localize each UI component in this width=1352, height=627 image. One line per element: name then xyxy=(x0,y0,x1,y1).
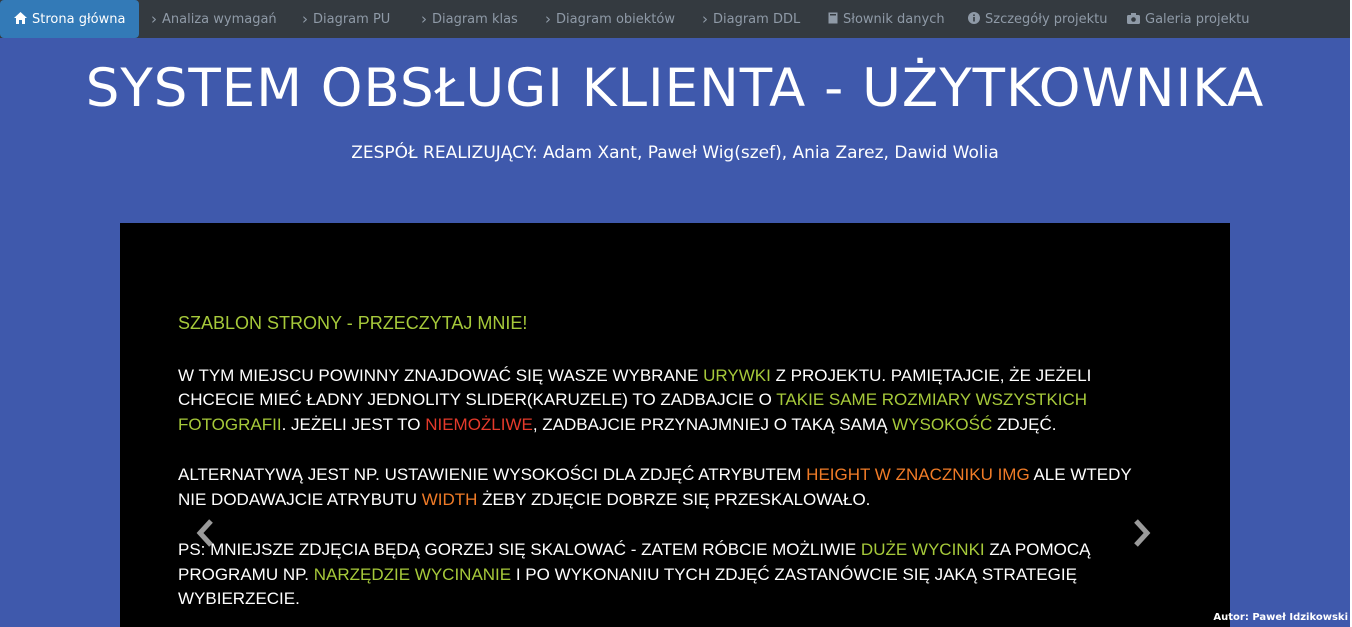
author-credit: Autor: Paweł Idzikowski xyxy=(1213,612,1348,623)
nav-item-label: Strona główna xyxy=(32,11,126,27)
nav-item-galeria-projektu[interactable] xyxy=(1127,0,1249,38)
image-carousel xyxy=(120,223,1230,627)
nav-item-label: Szczegóły projektu xyxy=(985,11,1108,27)
page-title: SYSTEM OBSŁUGI KLIENTA - UŻYTKOWNIKA xyxy=(85,58,1265,119)
nav-item-label: Słownik danych xyxy=(843,11,945,27)
nav-item-diagram-klas[interactable] xyxy=(421,0,518,38)
chevron-right-icon: › xyxy=(151,9,157,28)
nav-item-diagram-pu[interactable] xyxy=(302,0,390,38)
nav-item-home[interactable] xyxy=(0,0,139,38)
nav-item-label: Diagram PU xyxy=(313,11,391,27)
chevron-left-icon xyxy=(196,519,214,547)
slide-paragraph-2: ALTERNATYWĄ JEST NP. USTAWIENIE WYSOKOŚCI DLA ZDJĘĆ ATRYBUTEM HEIGHT W ZNACZNIKU IMG ALE WTEDY NIE DODAWAJCIE ATRYBUTU WIDTH ŻEBY ZDJĘCIE DOBRZE SIĘ PRZESKALOWAŁO. xyxy=(178,465,1132,509)
carousel-prev-button[interactable] xyxy=(196,519,214,547)
nav-item-analiza-wymagan[interactable] xyxy=(151,0,277,38)
nav-item-label: Analiza wymagań xyxy=(162,11,277,27)
chevron-right-icon xyxy=(1133,519,1151,547)
nav-item-label: Diagram DDL xyxy=(713,11,801,27)
carousel-slide xyxy=(178,311,1163,627)
chevron-right-icon: › xyxy=(702,9,708,28)
carousel-next-button[interactable] xyxy=(1133,519,1151,547)
nav-item-szczegoly-projektu[interactable] xyxy=(968,0,1108,38)
chevron-right-icon: › xyxy=(302,9,308,28)
slide-paragraph-3: PS: MNIEJSZE ZDJĘCIA BĘDĄ GORZEJ SIĘ SKALOWAĆ - ZATEM RÓBCIE MOŻLIWIE DUŻE WYCINKI ZA POMOCĄ PROGRAMU NP. NARZĘDZIE WYCINANIE I PO WYKONANIU TYCH ZDJĘĆ ZASTANÓWCIE SIĘ JAKĄ STRATEGIĘ WYBIERZECIE. xyxy=(178,540,1091,608)
home-icon xyxy=(14,12,27,26)
nav-item-diagram-obiektow[interactable] xyxy=(545,0,675,38)
chevron-right-icon: › xyxy=(421,9,427,28)
nav-item-label: Galeria projektu xyxy=(1145,11,1250,27)
nav-item-diagram-ddl[interactable] xyxy=(702,0,800,38)
chevron-right-icon: › xyxy=(545,9,551,28)
nav-item-label: Diagram klas xyxy=(432,11,518,27)
nav-item-slownik-danych[interactable] xyxy=(828,0,945,38)
slide-heading: SZABLON STRONY - PRZECZYTAJ MNIE! xyxy=(178,313,528,333)
camera-icon xyxy=(1127,13,1140,26)
slide-paragraph-1: W TYM MIEJSCU POWINNY ZNAJDOWAĆ SIĘ WASZE WYBRANE URYWKI Z PROJEKTU. PAMIĘTAJCIE, ŻE JEŻELI CHCECIE MIEĆ ŁADNY JEDNOLITY SLIDER(KARUZELE) TO ZADBAJCIE O TAKIE SAME ROZMIARY WSZYSTKICH FOTOGRAFII. JEŻELI JEST TO NIEMOŻLIWE, ZADBAJCIE PRZYNAJMNIEJ O TAKĄ SAMĄ WYSOKOŚĆ ZDJĘĆ. xyxy=(178,365,1092,434)
nav-item-label: Diagram obiektów xyxy=(556,11,675,27)
team-subtitle: ZESPÓŁ REALIZUJĄCY: Adam Xant, Paweł Wig(szef), Ania Zarez, Dawid Wolia xyxy=(351,143,999,163)
book-icon xyxy=(828,12,838,26)
info-icon xyxy=(968,12,980,26)
top-navbar xyxy=(0,0,1350,38)
